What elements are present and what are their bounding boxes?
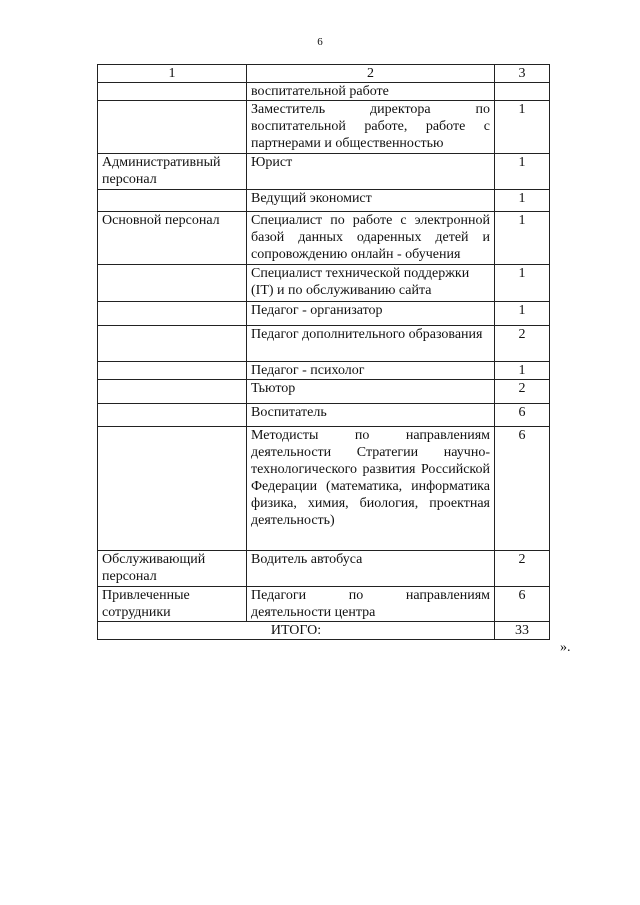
position-cell: Педагоги по направлениям деятельности центра <box>247 587 495 622</box>
position-cell: Специалист технической поддержки (IT) и по обслуживанию сайта <box>247 265 495 302</box>
category-cell: Основной персонал <box>98 212 247 265</box>
total-label: ИТОГО: <box>98 622 495 640</box>
count-cell: 2 <box>495 380 550 404</box>
category-cell <box>98 404 247 427</box>
count-cell: 6 <box>495 427 550 551</box>
table-total-row <box>98 622 550 640</box>
table-row <box>98 551 550 587</box>
position-cell: Педагог - организатор <box>247 302 495 326</box>
table-row <box>98 427 550 551</box>
position-cell: Педагог дополнительного образования <box>247 326 495 362</box>
count-cell: 2 <box>495 326 550 362</box>
table-row <box>98 265 550 302</box>
count-cell: 1 <box>495 212 550 265</box>
column-header-3: 3 <box>495 65 550 83</box>
position-cell: воспитательной работе <box>247 83 495 101</box>
total-value: 33 <box>495 622 550 640</box>
category-cell <box>98 302 247 326</box>
count-cell: 1 <box>495 154 550 190</box>
count-cell: 1 <box>495 190 550 212</box>
category-cell <box>98 380 247 404</box>
count-cell: 1 <box>495 362 550 380</box>
table-row <box>98 404 550 427</box>
table-row <box>98 326 550 362</box>
position-cell: Педагог - психолог <box>247 362 495 380</box>
category-cell <box>98 427 247 551</box>
category-cell <box>98 362 247 380</box>
table-row <box>98 154 550 190</box>
table-row <box>98 362 550 380</box>
position-cell: Тьютор <box>247 380 495 404</box>
staff-table <box>97 64 550 640</box>
table-row <box>98 380 550 404</box>
count-cell: 2 <box>495 551 550 587</box>
closing-quote-mark: ». <box>560 640 571 655</box>
table-row <box>98 302 550 326</box>
count-cell: 6 <box>495 404 550 427</box>
table-row <box>98 83 550 101</box>
category-cell <box>98 83 247 101</box>
table-header-row <box>98 65 550 83</box>
position-cell: Водитель автобуса <box>247 551 495 587</box>
count-cell <box>495 83 550 101</box>
table-row <box>98 190 550 212</box>
position-cell: Специалист по работе с электронной базой данных одаренных детей и сопровождению онлайн - обучения <box>247 212 495 265</box>
count-cell: 1 <box>495 265 550 302</box>
category-cell <box>98 326 247 362</box>
page-number: 6 <box>317 36 323 48</box>
table-row <box>98 587 550 622</box>
category-cell: Административный персонал <box>98 154 247 190</box>
position-cell: Воспитатель <box>247 404 495 427</box>
count-cell: 1 <box>495 101 550 154</box>
table-row <box>98 212 550 265</box>
position-cell: Заместитель директора по воспитательной работе, работе с партнерами и общественностью <box>247 101 495 154</box>
category-cell <box>98 101 247 154</box>
category-cell: Обслуживающий персонал <box>98 551 247 587</box>
count-cell: 6 <box>495 587 550 622</box>
position-cell: Ведущий экономист <box>247 190 495 212</box>
category-cell <box>98 190 247 212</box>
position-cell: Юрист <box>247 154 495 190</box>
column-header-2: 2 <box>247 65 495 83</box>
position-cell: Методисты по направлениям деятельности Стратегии научно-технологического развития Российской Федерации (математика, информатика физика, химия, биология, проектная деятельность) <box>247 427 495 551</box>
table-row <box>98 101 550 154</box>
category-cell: Привлеченные сотрудники <box>98 587 247 622</box>
column-header-1: 1 <box>98 65 247 83</box>
category-cell <box>98 265 247 302</box>
count-cell: 1 <box>495 302 550 326</box>
